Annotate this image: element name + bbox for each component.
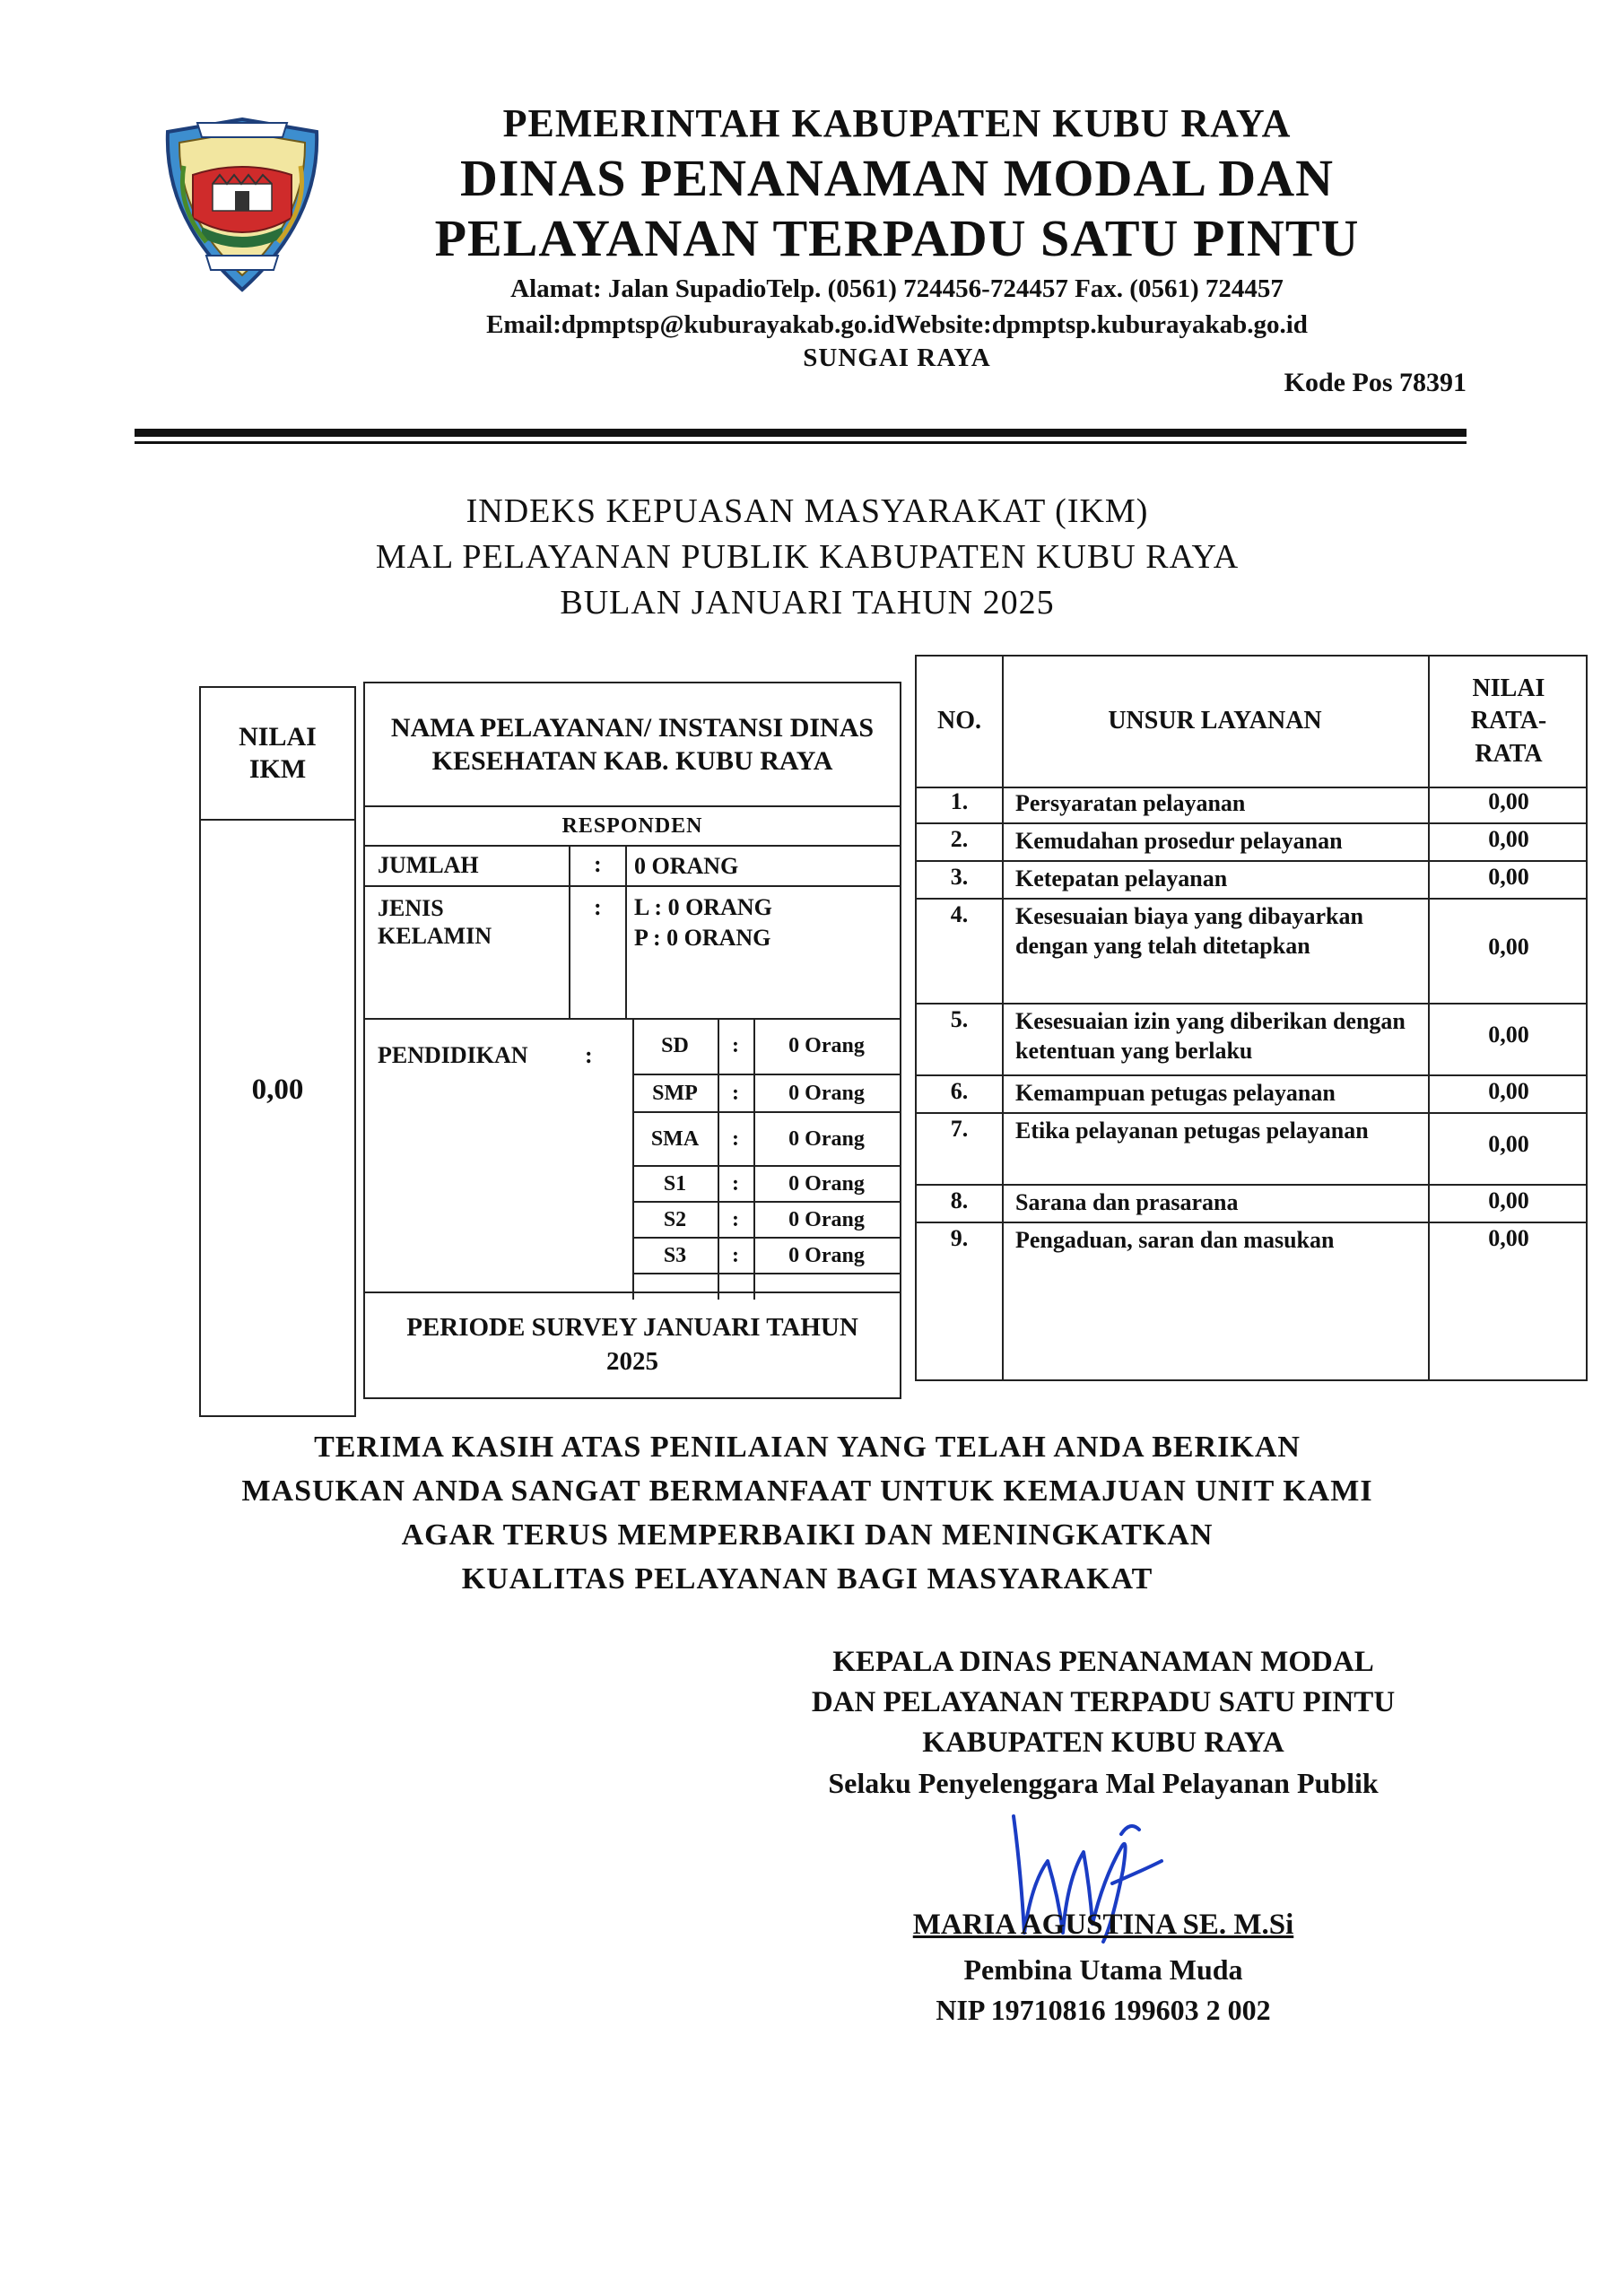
service-element: Persyaratan pelayanan bbox=[1015, 790, 1246, 816]
office-name-line-2: PELAYANAN TERPADU SATU PINTU bbox=[434, 209, 1360, 267]
education-row bbox=[632, 1113, 900, 1167]
letterhead-divider bbox=[135, 429, 1467, 448]
education-level: SMA bbox=[650, 1127, 700, 1151]
header-no: NO. bbox=[937, 707, 981, 735]
signatory-name: MARIA AGUSTINA SE. M.Si bbox=[912, 1909, 1294, 1941]
service-element: Kemudahan prosedur pelayanan bbox=[1015, 828, 1343, 854]
closing-message-line: TERIMA KASIH ATAS PENILAIAN YANG TELAH ANDA BERIKAN bbox=[314, 1431, 1301, 1464]
table-row bbox=[917, 1004, 1586, 1076]
gender-male: L : 0 ORANG bbox=[634, 894, 772, 920]
closing-message-line: AGAR TERUS MEMPERBAIKI DAN MENINGKATKAN bbox=[401, 1518, 1214, 1552]
row-number: 9. bbox=[950, 1225, 969, 1251]
average-value: 0,00 bbox=[1488, 864, 1529, 890]
separator: : bbox=[732, 1127, 739, 1151]
gender-values bbox=[634, 892, 772, 953]
service-element: Kesesuaian izin yang diberikan dengan ketentuan yang berlaku bbox=[1015, 1008, 1406, 1065]
separator: : bbox=[594, 894, 602, 920]
office-city: SUNGAI RAYA bbox=[803, 344, 991, 372]
table-body bbox=[917, 787, 1586, 1259]
report-title-line-2: MAL PELAYANAN PUBLIK KABUPATEN KUBU RAYA bbox=[375, 538, 1240, 576]
column-divider bbox=[625, 845, 627, 1018]
table-row bbox=[917, 1186, 1586, 1223]
ikm-header: NILAI IKM bbox=[201, 688, 354, 821]
ikm-score-box bbox=[199, 686, 356, 1417]
average-value: 0,00 bbox=[1488, 1187, 1529, 1213]
row-number: 4. bbox=[950, 901, 969, 927]
education-row bbox=[632, 1018, 900, 1075]
average-value: 0,00 bbox=[1488, 933, 1529, 960]
office-address: Alamat: Jalan SupadioTelp. (0561) 724456-724457 Fax. (0561) 724457 bbox=[510, 274, 1284, 303]
service-elements-table bbox=[915, 655, 1588, 1381]
signatory-rank: Pembina Utama Muda bbox=[963, 1953, 1243, 1986]
government-name: PEMERINTAH KABUPATEN KUBU RAYA bbox=[502, 101, 1292, 145]
table-row bbox=[917, 1223, 1586, 1259]
closing-message-line: KUALITAS PELAYANAN BAGI MASYARAKAT bbox=[461, 1562, 1153, 1596]
table-row bbox=[917, 1076, 1586, 1114]
education-row bbox=[632, 1239, 900, 1274]
ikm-value: 0,00 bbox=[251, 1074, 304, 1106]
service-element: Ketepatan pelayanan bbox=[1015, 865, 1228, 891]
signatory-title-line-3: KABUPATEN KUBU RAYA bbox=[922, 1726, 1284, 1759]
table-header bbox=[917, 657, 1586, 788]
count-label: JUMLAH bbox=[378, 852, 479, 878]
education-level: S2 bbox=[663, 1208, 687, 1231]
education-count: 0 Orang bbox=[788, 1082, 865, 1105]
education-label: PENDIDIKAN bbox=[378, 1042, 528, 1068]
column-divider bbox=[569, 845, 570, 1018]
office-email-website: Email:dpmptsp@kuburayakab.go.idWebsite:dpmptsp.kuburayakab.go.id bbox=[486, 310, 1308, 339]
separator: : bbox=[732, 1208, 739, 1231]
education-level: S1 bbox=[663, 1172, 687, 1196]
service-element: Etika pelayanan petugas pelayanan bbox=[1015, 1118, 1369, 1144]
service-name-header: NAMA PELAYANAN/ INSTANSI DINAS KESEHATAN KAB. KUBU RAYA bbox=[365, 683, 900, 807]
gender-row bbox=[365, 885, 900, 1020]
count-value: 0 ORANG bbox=[634, 853, 739, 879]
column-divider bbox=[718, 1018, 719, 1300]
table-row bbox=[917, 862, 1586, 900]
education-row bbox=[632, 1075, 900, 1113]
separator: : bbox=[732, 1244, 739, 1267]
table-row bbox=[917, 1114, 1586, 1186]
respondent-box bbox=[363, 682, 901, 1399]
average-value: 0,00 bbox=[1488, 826, 1529, 852]
service-element: Kesesuaian biaya yang dibayarkan dengan yang telah ditetapkan bbox=[1015, 903, 1363, 960]
education-row bbox=[632, 1203, 900, 1239]
signatory-nip: NIP 19710816 199603 2 002 bbox=[936, 1994, 1271, 2026]
education-level: S3 bbox=[663, 1244, 687, 1267]
average-value: 0,00 bbox=[1488, 1131, 1529, 1157]
table-row bbox=[917, 824, 1586, 862]
row-number: 7. bbox=[950, 1116, 969, 1142]
column-divider bbox=[753, 1018, 755, 1300]
separator: : bbox=[594, 851, 602, 877]
gender-label: JENIS KELAMIN bbox=[378, 895, 492, 950]
education-count: 0 Orang bbox=[788, 1244, 865, 1267]
education-row bbox=[632, 1167, 900, 1203]
signatory-role: Selaku Penyelenggara Mal Pelayanan Publik bbox=[828, 1767, 1379, 1799]
respondent-subheader: RESPONDEN bbox=[365, 807, 900, 847]
column-divider bbox=[632, 1018, 634, 1300]
postal-code: Kode Pos 78391 bbox=[1284, 368, 1467, 397]
survey-period: PERIODE SURVEY JANUARI TAHUN 2025 bbox=[365, 1292, 900, 1397]
separator: : bbox=[732, 1172, 739, 1196]
row-number: 2. bbox=[950, 826, 969, 852]
signatory-title-line-2: DAN PELAYANAN TERPADU SATU PINTU bbox=[811, 1686, 1396, 1718]
education-table bbox=[632, 1018, 900, 1274]
row-number: 1. bbox=[950, 788, 969, 814]
education-count: 0 Orang bbox=[788, 1034, 865, 1057]
education-count: 0 Orang bbox=[788, 1208, 865, 1231]
report-title-line-1: INDEKS KEPUASAN MASYARAKAT (IKM) bbox=[466, 492, 1149, 530]
row-number: 6. bbox=[950, 1078, 969, 1104]
education-count: 0 Orang bbox=[788, 1127, 865, 1151]
header-average-value: NILAI RATA-RATA bbox=[1470, 674, 1547, 768]
row-number: 8. bbox=[950, 1187, 969, 1213]
service-element: Sarana dan prasarana bbox=[1015, 1189, 1239, 1215]
separator: : bbox=[732, 1034, 739, 1057]
regency-crest-icon bbox=[157, 112, 327, 296]
gender-female: P : 0 ORANG bbox=[634, 924, 771, 951]
closing-message-line: MASUKAN ANDA SANGAT BERMANFAAT UNTUK KEMAJUAN UNIT KAMI bbox=[241, 1474, 1373, 1508]
table-row bbox=[917, 787, 1586, 824]
service-element: Pengaduan, saran dan masukan bbox=[1015, 1227, 1335, 1253]
report-title-line-3: BULAN JANUARI TAHUN 2025 bbox=[560, 584, 1055, 622]
office-name-line-1: DINAS PENANAMAN MODAL DAN bbox=[460, 149, 1334, 207]
row-number: 5. bbox=[950, 1006, 969, 1032]
row-number: 3. bbox=[950, 864, 969, 890]
separator: : bbox=[585, 1042, 593, 1068]
respondent-count-row bbox=[365, 845, 900, 887]
average-value: 0,00 bbox=[1488, 1078, 1529, 1104]
education-count: 0 Orang bbox=[788, 1172, 865, 1196]
average-value: 0,00 bbox=[1488, 788, 1529, 814]
average-value: 0,00 bbox=[1488, 1022, 1529, 1048]
signatory-title-line-1: KEPALA DINAS PENANAMAN MODAL bbox=[832, 1646, 1374, 1678]
education-level: SD bbox=[661, 1034, 689, 1057]
service-element: Kemampuan petugas pelayanan bbox=[1015, 1080, 1336, 1106]
education-level: SMP bbox=[652, 1082, 698, 1105]
average-value: 0,00 bbox=[1488, 1225, 1529, 1251]
table-row bbox=[917, 900, 1586, 1004]
header-element: UNSUR LAYANAN bbox=[1108, 707, 1322, 735]
separator: : bbox=[732, 1082, 739, 1105]
